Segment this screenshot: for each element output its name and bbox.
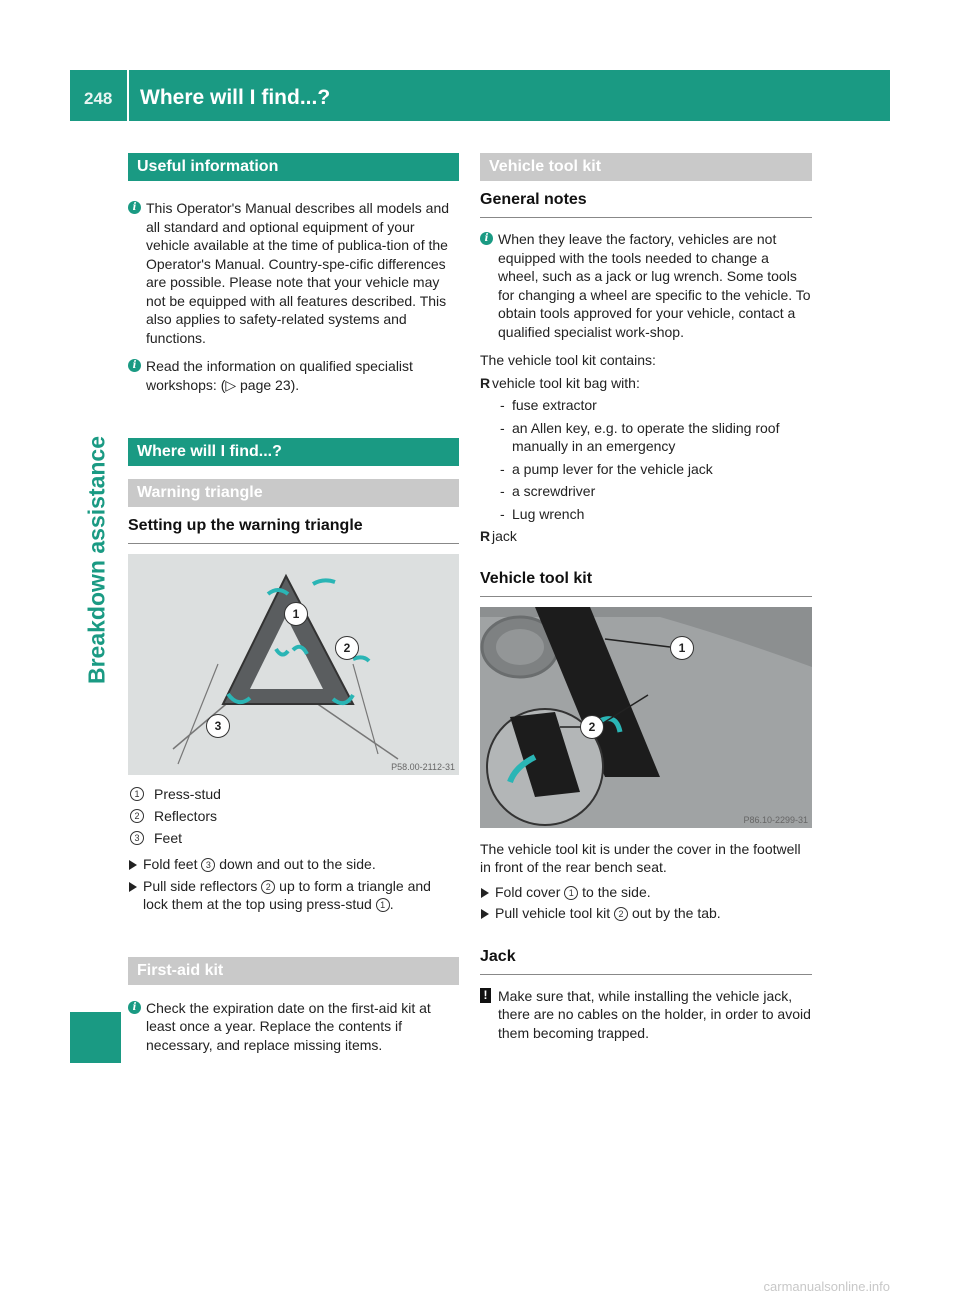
step-text: Fold cover: [495, 883, 561, 900]
info-icon: i: [128, 359, 141, 372]
callout-number: 2: [261, 880, 275, 894]
left-column: [128, 153, 459, 1064]
legend-label: Feet: [154, 830, 183, 846]
info-icon: i: [128, 201, 141, 214]
callout-number: 1: [564, 886, 578, 900]
tool-kit-heading: Vehicle tool kit: [480, 153, 812, 181]
callout-number: 2: [614, 907, 628, 921]
page-number: 248: [84, 89, 113, 108]
sub-list-item: [480, 460, 812, 479]
step-text: Fold feet: [143, 856, 198, 872]
page-title: Where will I find...?: [140, 86, 331, 109]
callout-number: 3: [130, 831, 144, 845]
sub-list-item: [480, 482, 812, 501]
callout-number: 1: [376, 898, 390, 912]
tool-kit-description: The vehicle tool kit is under the cover in the footwell in front of the rear bench seat.: [480, 840, 801, 875]
callout-2: 2: [335, 636, 359, 660]
instruction-step: [128, 855, 459, 874]
info-icon: i: [128, 1001, 141, 1014]
instruction-step: [480, 883, 812, 902]
sub-list-item: [480, 419, 812, 456]
warning-note: [480, 987, 812, 1043]
sub-list-item: [480, 396, 812, 415]
header-divider: [127, 70, 129, 121]
callout-3: 3: [206, 714, 230, 738]
step-text: to the side.: [582, 883, 651, 900]
contains-text: The vehicle tool kit contains:: [480, 352, 656, 368]
info-icon: i: [480, 232, 493, 245]
dash-mark: -: [500, 460, 505, 477]
where-heading: Where will I find...?: [128, 438, 459, 466]
bullet-mark: R: [480, 528, 491, 544]
info-note-text: Check the expiration date on the first-aid kit at least once a year. Replace the contents if necessary, and replace missing items.: [146, 999, 431, 1053]
jack-subheading: Jack: [480, 948, 812, 975]
list-item: [480, 527, 812, 546]
watermark: carmanualsonline.info: [763, 1279, 890, 1294]
dash-mark: -: [500, 505, 505, 522]
list-item: [480, 374, 812, 393]
vehicle-tool-kit-subheading: Vehicle tool kit: [480, 570, 812, 597]
tool-kit-figure: [480, 607, 812, 828]
tool-kit-illustration: [480, 607, 812, 828]
legend-label: Reflectors: [154, 808, 218, 824]
dash-mark: -: [500, 483, 505, 499]
info-note-text: Read the information on qualified specialist workshops: (▷ page 23).: [146, 358, 413, 393]
dash-mark: -: [500, 419, 505, 436]
callout-number: 2: [130, 809, 144, 823]
legend-label: Press-stud: [154, 786, 221, 802]
step-text: Pull vehicle tool kit: [495, 905, 611, 921]
side-section-label: Breakdown assistance: [83, 435, 110, 685]
warning-triangle-subheading: Setting up the warning triangle: [128, 517, 459, 544]
warning-triangle-heading: Warning triangle: [128, 479, 459, 507]
legend-item: [128, 805, 459, 827]
callout-1: 1: [284, 602, 308, 626]
callout-number: 3: [201, 858, 215, 872]
figure-code: P86.10-2299-31: [743, 814, 808, 825]
callout-2: 2: [580, 715, 604, 739]
warning-triangle-illustration: [128, 554, 459, 775]
list-item-text: an Allen key, e.g. to operate the sliding roof manually in an emergency: [512, 419, 780, 454]
callout-1: 1: [670, 636, 694, 660]
list-item-text: vehicle tool kit bag with:: [492, 374, 640, 391]
info-note: [128, 357, 459, 394]
callout-number: 1: [130, 787, 144, 801]
info-note-text: This Operator's Manual describes all models and all standard and optional equipment of your vehicle available at the time of publica-tion of the Operator's Manual. Country-spe-cific differences are possible. Please note that your vehicle may not be equipped with all features described. This also applies to safety-related systems and functions.: [146, 200, 450, 346]
dash-mark: -: [500, 397, 505, 413]
step-text: .: [389, 896, 394, 912]
legend-item: [128, 827, 459, 849]
legend-item: [128, 783, 459, 805]
list-item-text: Lug wrench: [512, 505, 585, 522]
right-column: [480, 153, 812, 1052]
info-note: [128, 199, 459, 347]
instruction-step: [128, 877, 459, 914]
warning-note-text: Make sure that, while installing the vehicle jack, there are no cables on the holder, in order to avoid them becoming trapped.: [498, 987, 811, 1041]
list-item-text: a pump lever for the vehicle jack: [512, 460, 713, 477]
figure-code: P58.00-2112-31: [391, 762, 455, 772]
list-item-text: fuse extractor: [512, 397, 597, 413]
instruction-step: [480, 904, 812, 923]
first-aid-heading: First-aid kit: [128, 957, 459, 985]
sub-list-item: [480, 505, 812, 524]
list-item-text: a screwdriver: [512, 483, 596, 499]
info-note: [480, 230, 812, 341]
warning-icon: !: [480, 988, 491, 1003]
step-text: out by the tab.: [631, 905, 721, 921]
step-text: Pull side reflectors: [143, 877, 258, 894]
info-note-text: When they leave the factory, vehicles are not equipped with the tools needed to change a wheel, such as a jack or lug wrench. Some tools for changing a wheel are specific to the vehicle. To obtain tools approved for your vehicle, contact a qualified specialist work-shop.: [498, 231, 811, 340]
step-text: up to form a triangle and lock them at the top using press-stud: [143, 877, 431, 912]
info-note: [128, 999, 459, 1055]
warning-triangle-figure: [128, 554, 459, 775]
list-item-text: jack: [492, 528, 517, 544]
step-text: down and out to the side.: [219, 856, 376, 872]
side-tab-marker: [70, 1012, 121, 1063]
bullet-mark: R: [480, 374, 491, 391]
general-notes-heading: General notes: [480, 191, 812, 218]
useful-info-heading: Useful information: [128, 153, 459, 181]
